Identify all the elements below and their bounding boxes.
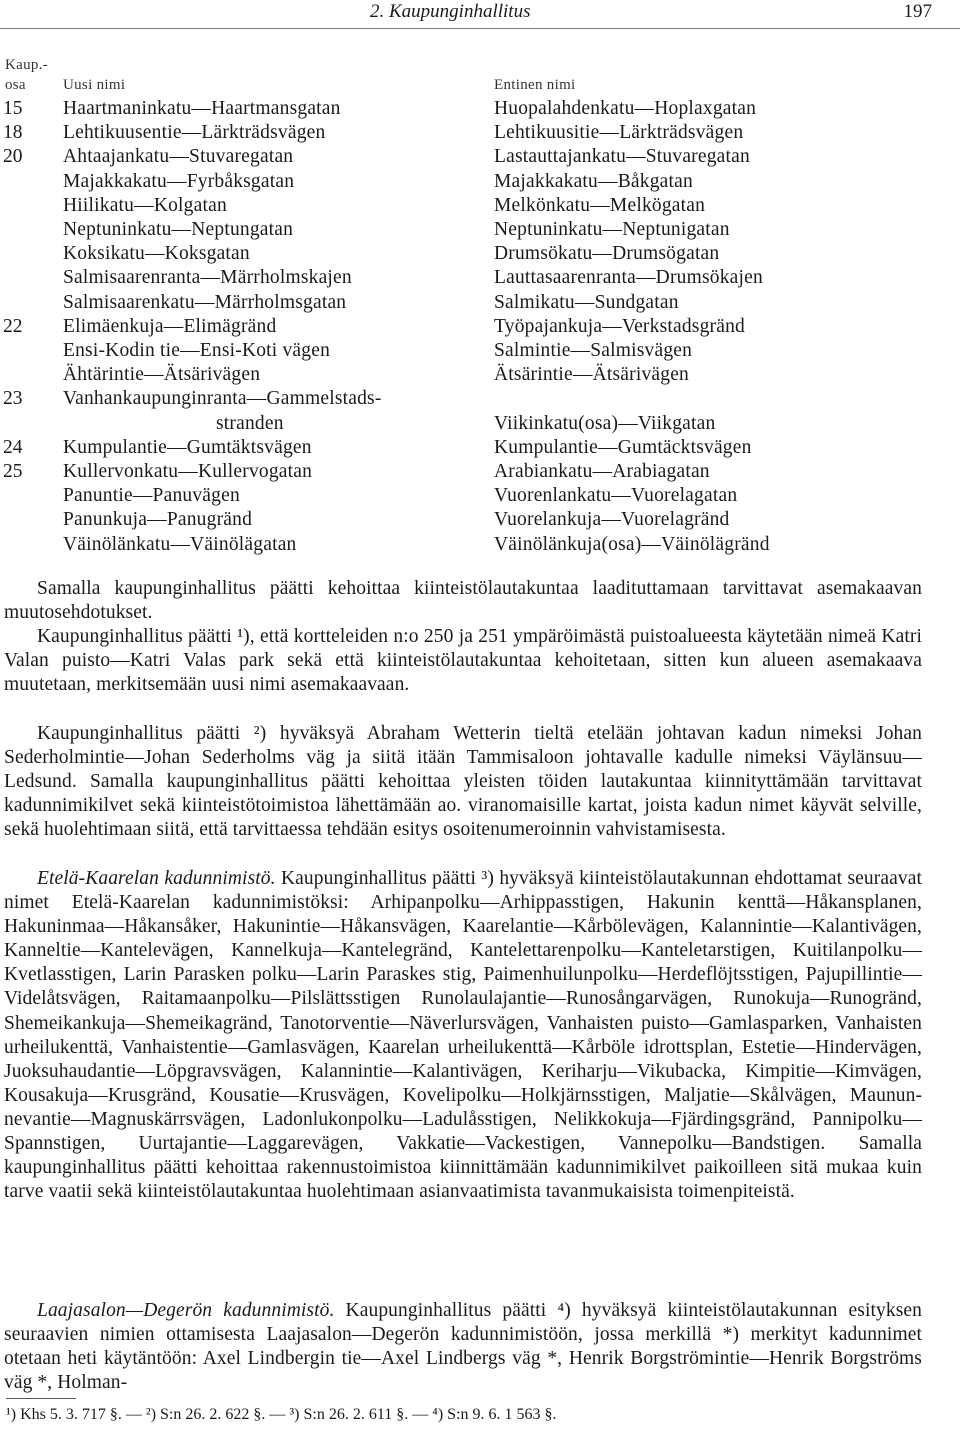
table-row bbox=[0, 484, 960, 508]
old-name: Kumpulantie—Gumtäcktsvägen bbox=[494, 436, 752, 458]
table-row bbox=[0, 266, 960, 290]
footnote-rule bbox=[6, 1398, 76, 1399]
new-name: Panunkuja—Panugränd bbox=[63, 509, 253, 531]
old-name: Viikinkatu(osa)—Viikgatan bbox=[494, 412, 716, 434]
new-name: Vanhankaupunginranta—Gammelstads- bbox=[63, 388, 382, 410]
new-name: Ensi-Kodin tie—Ensi-Koti vägen bbox=[63, 340, 331, 361]
table-row bbox=[0, 315, 960, 339]
running-header bbox=[0, 0, 960, 29]
paragraph: Kaupunginhallitus päätti ¹), että kortteleiden n:o 250 ja 251 ympäröimästä puistoalueesta käytetään nimeä Katri Valan puisto—Katri Valas park sekä että kiinteistölautakuntaa kehoitetaan, sitten kun alueen asemakaava muutetaan, merkitsemään uusi nimi asemakaavaan. bbox=[4, 626, 922, 696]
table-row bbox=[0, 412, 960, 436]
district-number: 24 bbox=[3, 436, 23, 458]
table-row bbox=[0, 387, 960, 411]
new-name: Elimäenkuja—Elimägränd bbox=[63, 315, 277, 337]
paragraph: Samalla kaupunginhallitus päätti kehoittaa kiinteistölautakuntaa laadituttamaan tarvittavat asemakaavan muutosehdotukset. bbox=[4, 578, 922, 624]
old-name: Vuorenlankatu—Vuorelagatan bbox=[494, 485, 738, 507]
old-name: Drumsökatu—Drumsögatan bbox=[494, 243, 720, 265]
table-row bbox=[0, 339, 960, 363]
old-name: Arabiankatu—Arabiagatan bbox=[494, 461, 710, 482]
new-name: Haartmaninkatu—Haartmansgatan bbox=[63, 98, 341, 119]
footnotes: ¹) Khs 5. 3. 717 §. — ²) S:n 26. 2. 622 §. — ³) S:n 26. 2. 611 §. — ⁴) S:n 9. 6. 1 563 §. bbox=[6, 1406, 557, 1423]
table-row bbox=[0, 97, 960, 121]
table-row bbox=[0, 436, 960, 460]
table-row bbox=[0, 508, 960, 532]
page-number: 197 bbox=[903, 1, 932, 22]
table-row bbox=[0, 194, 960, 218]
old-name: Salmikatu—Sundgatan bbox=[494, 291, 679, 313]
section-title: 2. Kaupunginhallitus bbox=[370, 1, 531, 22]
table-row bbox=[0, 460, 960, 484]
new-name: Ähtärintie—Ätsärivägen bbox=[63, 364, 261, 386]
table-row bbox=[0, 291, 960, 315]
district-number: 25 bbox=[3, 461, 23, 482]
table-row bbox=[0, 242, 960, 266]
old-name: Majakkakatu—Båkgatan bbox=[494, 170, 693, 192]
paragraph: Etelä-Kaarelan kadunnimistö. Kaupunginhallitus päätti ³) hyväksyä kiinteistölautakunnan ehdottamat seuraavat nimet Etelä-Kaarelan kadunnimistöksi: Arhipanpolku—Arhippasstigen, Hakunin kenttä—Håkansplanen, Hakuninmaa—Håkansåker, Hakunintie—Håkansvägen, Kaarelantie—Kårbölevägen, Kalannintie—Kalantivägen, Kanneltie—Kantelevägen, Kannelkuja—Kantelegränd, Kantelettarenpolku—Kanteletarstigen, Kuitilanpolku—Kvetlasstigen, Larin Parasken polku—Larin Paraskes stig, Paimenhuilunpolku—Herdeflöjtsstigen, Pajupillintie—Videlåtsvägen, Raitamaanpolku—Pilslättsstigen Runolaulajantie—Runosångarvägen, Runokuja—Runogränd, Shemeikankuja—Shemeikagränd, Tanotorventie—Näverlursvägen, Vanhaisten puisto—Gamlasparken, Vanhaisten urheilukenttä, Vanhaistentie—Gamlasvägen, Kaarelan urheilukenttä—Kårböle idrottsplan, Estetie—Hindervägen, Juoksuhaudantie—Löpgravsvägen, Kalannintie—Kalantivägen, Keriharju—Vikubacka, Kimpitie—Kimvägen, Kousakuja—Krusgränd, Kousatie—Krusvägen, Kovelipolku—Holkjärnsstigen, Maljatie—Skålvägen, Maununnevantie—Magnuskärrsvägen, Ladonlukonpolku—Ladulåsstigen, Nelikkokuja—Fjärdingsgränd, Pannipolku—Spannstigen, Uurtajantie—Laggarevägen, Vakkatie—Vackestigen, Vannepolku—Bandstigen. Samalla kaupunginhallitus päätti kehoittaa rakennustoimistoa kiinnittämään kadunnimikilvet paikoilleen sitä mukaa kuin tarve vaatii sekä kiinteistölautakuntaa huolehtimaan asianvaatimista tavanmukaisista toimenpiteistä. bbox=[4, 868, 923, 1203]
district-number: 18 bbox=[3, 122, 23, 144]
table-row bbox=[0, 145, 960, 169]
old-name: Väinölänkuja(osa)—Väinölägränd bbox=[494, 533, 770, 555]
new-name: Väinölänkatu—Väinölägatan bbox=[63, 533, 297, 555]
district-number: 20 bbox=[3, 146, 23, 168]
old-name: Melkönkatu—Melkögatan bbox=[494, 194, 706, 216]
table-row bbox=[0, 170, 960, 194]
new-name: Ahtaajankatu—Stuvaregatan bbox=[63, 146, 294, 168]
district-number: 23 bbox=[3, 388, 23, 410]
table-row bbox=[0, 533, 960, 557]
old-name: Lauttasaarenranta—Drumsökajen bbox=[494, 267, 763, 289]
new-name: stranden bbox=[216, 412, 284, 434]
table-row bbox=[0, 218, 960, 242]
paragraph: Kaupunginhallitus päätti ²) hyväksyä Abraham Wetterin tieltä etelään johtavan kadun nimeksi Johan Sederholmintie—Johan Sederholms väg ja siitä itään Tammisaloon johtavalle kadulle nimeksi Väylänsuu—Ledsund. Samalla kaupunginhallitus päätti kehoittaa yleisten töiden lautakuntaa kiinnityttämään tarvittavat kadunnimikilvet sekä kiinteistötoimistoa lähettämään ao. viranomaisille kartat, joista kadun nimet käyvät selville, sekä huolehtimaan siitä, että tarvittaessa tehdään esitys osoitenumeroinnin vahvistamisesta. bbox=[4, 723, 922, 841]
district-number: 22 bbox=[3, 315, 23, 337]
section-heading-italic: Laajasalon—Degerön kadunnimistö. bbox=[37, 1300, 335, 1321]
old-name: Ätsärintie—Ätsärivägen bbox=[494, 364, 690, 386]
table-row bbox=[0, 363, 960, 387]
new-name: Kumpulantie—Gumtäktsvägen bbox=[63, 436, 312, 458]
new-name: Koksikatu—Koksgatan bbox=[63, 243, 250, 265]
old-name: Lastauttajankatu—Stuvaregatan bbox=[494, 146, 750, 168]
old-name: Lehtikuusitie—Lärkträdsvägen bbox=[494, 122, 744, 144]
new-name: Kullervonkatu—Kullervogatan bbox=[63, 461, 313, 482]
old-name: Salmintie—Salmisvägen bbox=[494, 340, 693, 361]
new-name: Salmisaarenranta—Märrholmskajen bbox=[63, 267, 352, 289]
district-number: 15 bbox=[3, 98, 23, 119]
old-name: Vuorelankuja—Vuorelagränd bbox=[494, 509, 730, 531]
column-header-part: Kaup.- bbox=[5, 57, 49, 73]
new-name: Salmisaarenkatu—Märrholmsgatan bbox=[63, 291, 347, 313]
new-name: Majakkakatu—Fyrbåksgatan bbox=[63, 170, 295, 192]
old-name: Työpajankuja—Verkstadsgränd bbox=[494, 315, 745, 337]
new-name: Hiilikatu—Kolgatan bbox=[63, 194, 227, 216]
new-name: Neptuninkatu—Neptungatan bbox=[63, 219, 294, 240]
table-row bbox=[0, 121, 960, 145]
old-name: Huopalahdenkatu—Hoplaxgatan bbox=[494, 98, 757, 119]
new-name: Lehtikuusentie—Lärkträdsvägen bbox=[63, 122, 326, 144]
old-name: Neptuninkatu—Neptunigatan bbox=[494, 219, 730, 240]
new-name: Panuntie—Panuvägen bbox=[63, 485, 240, 507]
section-heading-italic: Etelä-Kaarelan kadunnimistö. bbox=[37, 868, 276, 889]
column-header-part-2: osa bbox=[5, 77, 26, 93]
column-header-old-name: Entinen nimi bbox=[494, 77, 576, 93]
paragraph: Laajasalon—Degerön kadunnimistö. Kaupunginhallitus päätti ⁴) hyväksyä kiinteistölautakunnan esityksen seuraavien nimien ottamisesta Laajasalon—Degerön kadunnimistöön, jossa merkillä *) merkityt kadunnimet otetaan heti käytäntöön: Axel Lindbergin tie—Axel Lindbergs väg *, Henrik Borgströmintie—Henrik Borgströms väg *, Holman- bbox=[4, 1300, 922, 1394]
column-header-new-name: Uusi nimi bbox=[63, 77, 126, 93]
